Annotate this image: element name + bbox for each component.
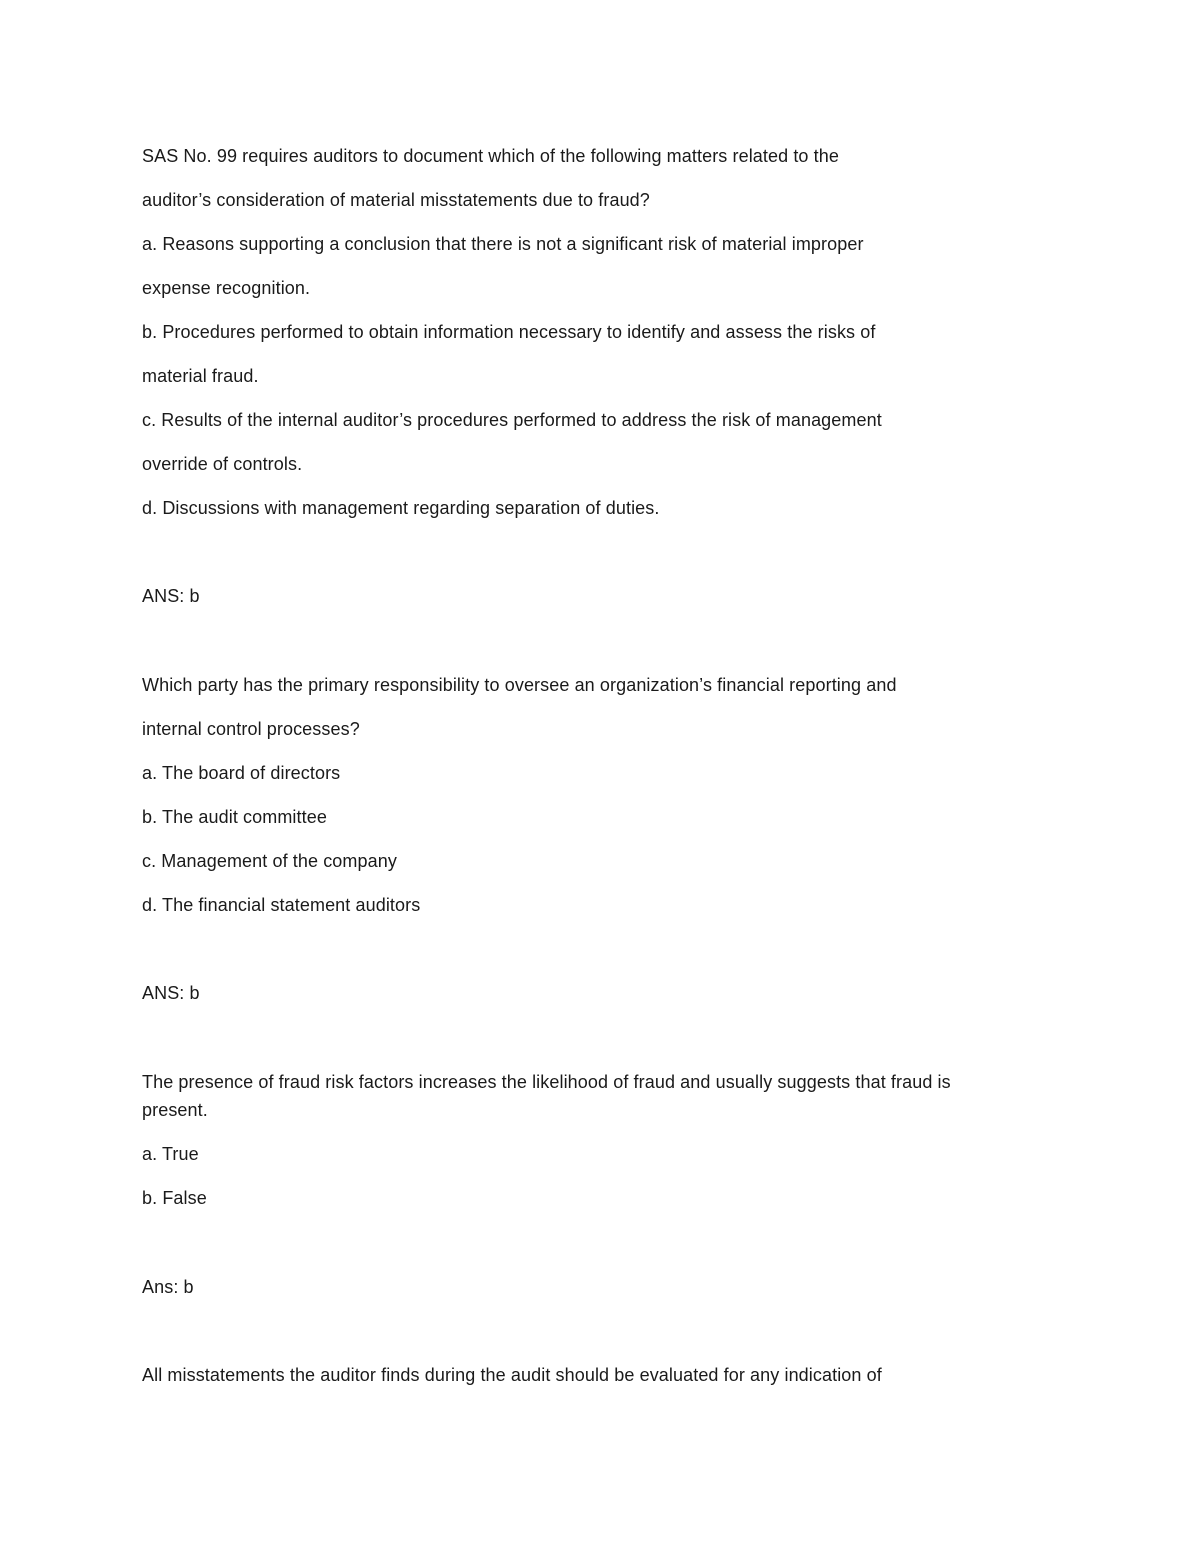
question-1-stem-line-2: auditor’s consideration of material misstatements due to fraud? [142,190,650,210]
question-1-option-d: d. Discussions with management regarding separation of duties. [142,498,660,518]
question-1-option-c-line-1: c. Results of the internal auditor’s procedures performed to address the risk of management [142,410,882,430]
question-1-answer: ANS: b [142,586,200,606]
question-2-option-c: c. Management of the company [142,851,397,871]
question-2-option-d: d. The financial statement auditors [142,895,421,915]
question-2-stem-line-2: internal control processes? [142,719,360,739]
question-1-option-a-line-1: a. Reasons supporting a conclusion that there is not a significant risk of material improper [142,234,864,254]
question-1-option-c-line-2: override of controls. [142,454,303,474]
question-1-option-b-line-1: b. Procedures performed to obtain information necessary to identify and assess the risks of [142,322,876,342]
question-3-stem-line-1: The presence of fraud risk factors increases the likelihood of fraud and usually suggests that fraud is [142,1072,951,1092]
question-4-stem-line-1: All misstatements the auditor finds during the audit should be evaluated for any indication of [142,1365,882,1385]
question-3-option-a: a. True [142,1144,199,1164]
question-3-option-b: b. False [142,1188,207,1208]
question-1-stem-line-1: SAS No. 99 requires auditors to document which of the following matters related to the [142,146,839,166]
question-3-answer: Ans: b [142,1277,194,1297]
question-1-option-a-line-2: expense recognition. [142,278,311,298]
question-2-answer: ANS: b [142,983,200,1003]
question-2-option-a: a. The board of directors [142,763,341,783]
question-2-option-b: b. The audit committee [142,807,327,827]
question-2-stem-line-1: Which party has the primary responsibility to oversee an organization’s financial reporting and [142,675,897,695]
question-1-option-b-line-2: material fraud. [142,366,259,386]
question-3-stem-line-2: present. [142,1100,208,1120]
